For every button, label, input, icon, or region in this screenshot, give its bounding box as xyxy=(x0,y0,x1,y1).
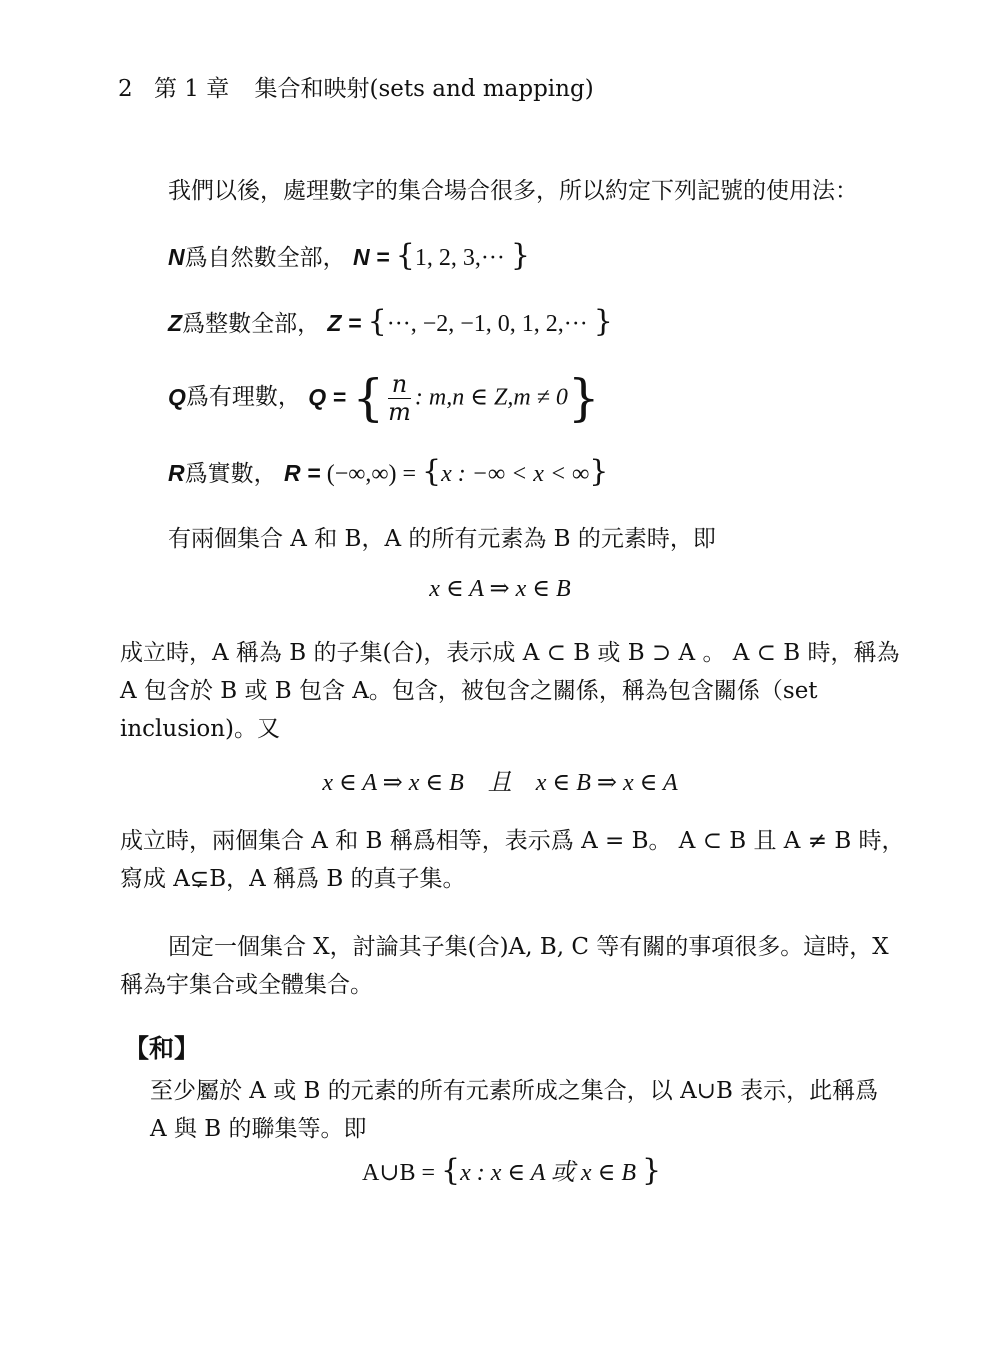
para4-line1: 至少屬於 A 或 B 的元素的所有元素所成之集合，以 A∪B 表示，此稱爲 xyxy=(150,1078,879,1104)
set-Z-eq: Z = xyxy=(327,310,368,336)
equation-2: x ∈ A ⇒ x ∈ B 且 x ∈ B ⇒ x ∈ A xyxy=(322,770,678,796)
set-Q-condition: : m,n ∈ Z,m ≠ 0 xyxy=(414,384,568,411)
set-R-line: R爲實數， R = (−∞,∞) = {x : −∞ < x < ∞} xyxy=(168,454,609,489)
set-R-desc: 爲實數， xyxy=(184,461,277,487)
set-R-eq: R = xyxy=(283,460,327,486)
subset-intro: 有兩個集合 A 和 B，A 的所有元素為 B 的元素時，即 xyxy=(168,526,716,552)
para4-line2: A 與 B 的聯集等。即 xyxy=(150,1116,367,1142)
set-Z-line: Z爲整數全部， Z = {···, −2, −1, 0, 1, 2,··· } xyxy=(168,304,613,339)
para3-line2: 稱為宇集合或全體集合。 xyxy=(120,972,373,998)
para1-line2: A 包含於 B 或 B 包含 A。包含，被包含之關係，稱為包含關係（set xyxy=(120,678,818,704)
set-N-eq: N = xyxy=(352,244,396,270)
set-Z-desc: 爲整數全部， xyxy=(182,311,321,337)
set-R-interval: (−∞,∞) = xyxy=(326,461,423,487)
page-header xyxy=(118,76,594,104)
set-Q-desc: 爲有理數， xyxy=(185,384,301,411)
intro-text: 我們以後，處理數字的集合場合很多，所以約定下列記號的使用法： xyxy=(168,178,858,204)
page-number: 2 xyxy=(118,76,133,102)
equation-3-lhs: A∪B = xyxy=(362,1160,441,1186)
equation-3-body: x : x ∈ A 或 x ∈ B xyxy=(460,1160,643,1186)
set-Q-line: Q爲有理數， Q = { $\frac{n}{m}$ : m,n ∈ Z,m ≠ 0} xyxy=(168,369,600,427)
equation-1: x ∈ A ⇒ x ∈ B xyxy=(429,576,571,602)
set-R-symbol: R xyxy=(168,460,185,486)
para1-line3: inclusion)。又 xyxy=(120,716,281,742)
set-Q-numerator: n xyxy=(388,371,411,398)
section-heading: 【和】 xyxy=(124,1034,200,1063)
set-Q-denominator: m xyxy=(388,397,411,426)
set-Z-body: ···, −2, −1, 0, 1, 2,··· xyxy=(386,311,594,337)
chapter-title: 集合和映射(sets and mapping) xyxy=(254,76,594,102)
para2-line1: 成立時，兩個集合 A 和 B 稱爲相等，表示爲 A = B。 A ⊂ B 且 A ≠ B 時， xyxy=(120,828,905,854)
set-Z-symbol: Z xyxy=(168,310,183,336)
set-N-body: 1, 2, 3,··· xyxy=(414,245,511,271)
set-Q-fraction xyxy=(388,371,411,425)
set-R-body: x : −∞ < x < ∞ xyxy=(441,461,590,487)
set-N-line: N爲自然數全部， N = {1, 2, 3,··· } xyxy=(168,238,530,273)
equation-3: A∪B = {x : x ∈ A 或 x ∈ B } xyxy=(362,1153,662,1188)
set-Q-symbol: Q xyxy=(168,384,186,411)
set-Q-eq: Q = xyxy=(308,384,353,411)
set-N-symbol: N xyxy=(168,244,185,270)
para3-line1: 固定一個集合 X，討論其子集(合)A, B, C 等有關的事項很多。這時，X xyxy=(168,934,889,960)
para2-line2: 寫成 A⊊B，A 稱爲 B 的真子集。 xyxy=(120,866,466,892)
set-N-desc: 爲自然數全部， xyxy=(184,245,346,271)
para1-line1: 成立時，A 稱為 B 的子集(合)，表示成 A ⊂ B 或 B ⊃ A 。 A ⊂ B 時，稱為 xyxy=(120,640,900,666)
chapter-label: 第 1 章 xyxy=(153,76,230,102)
